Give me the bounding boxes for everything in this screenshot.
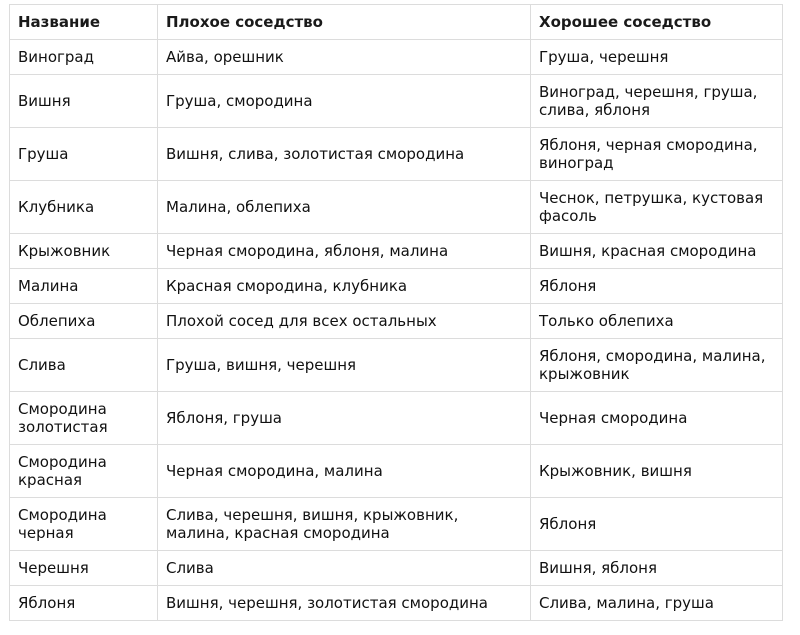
plant-name: Малина (10, 269, 158, 304)
neighbors-table (9, 4, 783, 621)
bad-neighbors: Вишня, черешня, золотистая смородина (158, 586, 531, 621)
good-neighbors: Крыжовник, вишня (531, 445, 783, 498)
table-row (10, 498, 783, 551)
plant-name: Клубника (10, 181, 158, 234)
bad-neighbors: Черная смородина, малина (158, 445, 531, 498)
good-neighbors: Черная смородина (531, 392, 783, 445)
bad-neighbors: Айва, орешник (158, 40, 531, 75)
bad-neighbors: Черная смородина, яблоня, малина (158, 234, 531, 269)
plant-name: Крыжовник (10, 234, 158, 269)
good-neighbors: Яблоня (531, 498, 783, 551)
plant-name: Облепиха (10, 304, 158, 339)
table-row (10, 75, 783, 128)
bad-neighbors: Яблоня, груша (158, 392, 531, 445)
bad-neighbors: Груша, вишня, черешня (158, 339, 531, 392)
plant-name: Вишня (10, 75, 158, 128)
good-neighbors: Вишня, яблоня (531, 551, 783, 586)
table-row (10, 40, 783, 75)
bad-neighbors: Слива (158, 551, 531, 586)
table-row (10, 234, 783, 269)
table-row (10, 445, 783, 498)
table-row (10, 586, 783, 621)
bad-neighbors: Красная смородина, клубника (158, 269, 531, 304)
plant-name: Смородина золотистая (10, 392, 158, 445)
plant-name: Черешня (10, 551, 158, 586)
plant-name: Смородина черная (10, 498, 158, 551)
good-neighbors: Яблоня, черная смородина, виноград (531, 128, 783, 181)
header-name: Название (10, 5, 158, 40)
table-header-row (10, 5, 783, 40)
header-bad-neighbors: Плохое соседство (158, 5, 531, 40)
good-neighbors: Вишня, красная смородина (531, 234, 783, 269)
good-neighbors: Чеснок, петрушка, кустовая фасоль (531, 181, 783, 234)
header-good-neighbors: Хорошее соседство (531, 5, 783, 40)
bad-neighbors: Плохой сосед для всех остальных (158, 304, 531, 339)
plant-name: Слива (10, 339, 158, 392)
table-row (10, 551, 783, 586)
good-neighbors: Груша, черешня (531, 40, 783, 75)
plant-name: Яблоня (10, 586, 158, 621)
bad-neighbors: Слива, черешня, вишня, крыжовник, малина, красная смородина (158, 498, 531, 551)
table-row (10, 339, 783, 392)
bad-neighbors: Малина, облепиха (158, 181, 531, 234)
good-neighbors: Виноград, черешня, груша, слива, яблоня (531, 75, 783, 128)
good-neighbors: Яблоня (531, 269, 783, 304)
table-row (10, 304, 783, 339)
good-neighbors: Только облепиха (531, 304, 783, 339)
plant-name: Виноград (10, 40, 158, 75)
bad-neighbors: Вишня, слива, золотистая смородина (158, 128, 531, 181)
table-row (10, 128, 783, 181)
plant-name: Груша (10, 128, 158, 181)
table-row (10, 392, 783, 445)
plant-name: Смородина красная (10, 445, 158, 498)
good-neighbors: Слива, малина, груша (531, 586, 783, 621)
table-row (10, 181, 783, 234)
bad-neighbors: Груша, смородина (158, 75, 531, 128)
good-neighbors: Яблоня, смородина, малина, крыжовник (531, 339, 783, 392)
table-row (10, 269, 783, 304)
